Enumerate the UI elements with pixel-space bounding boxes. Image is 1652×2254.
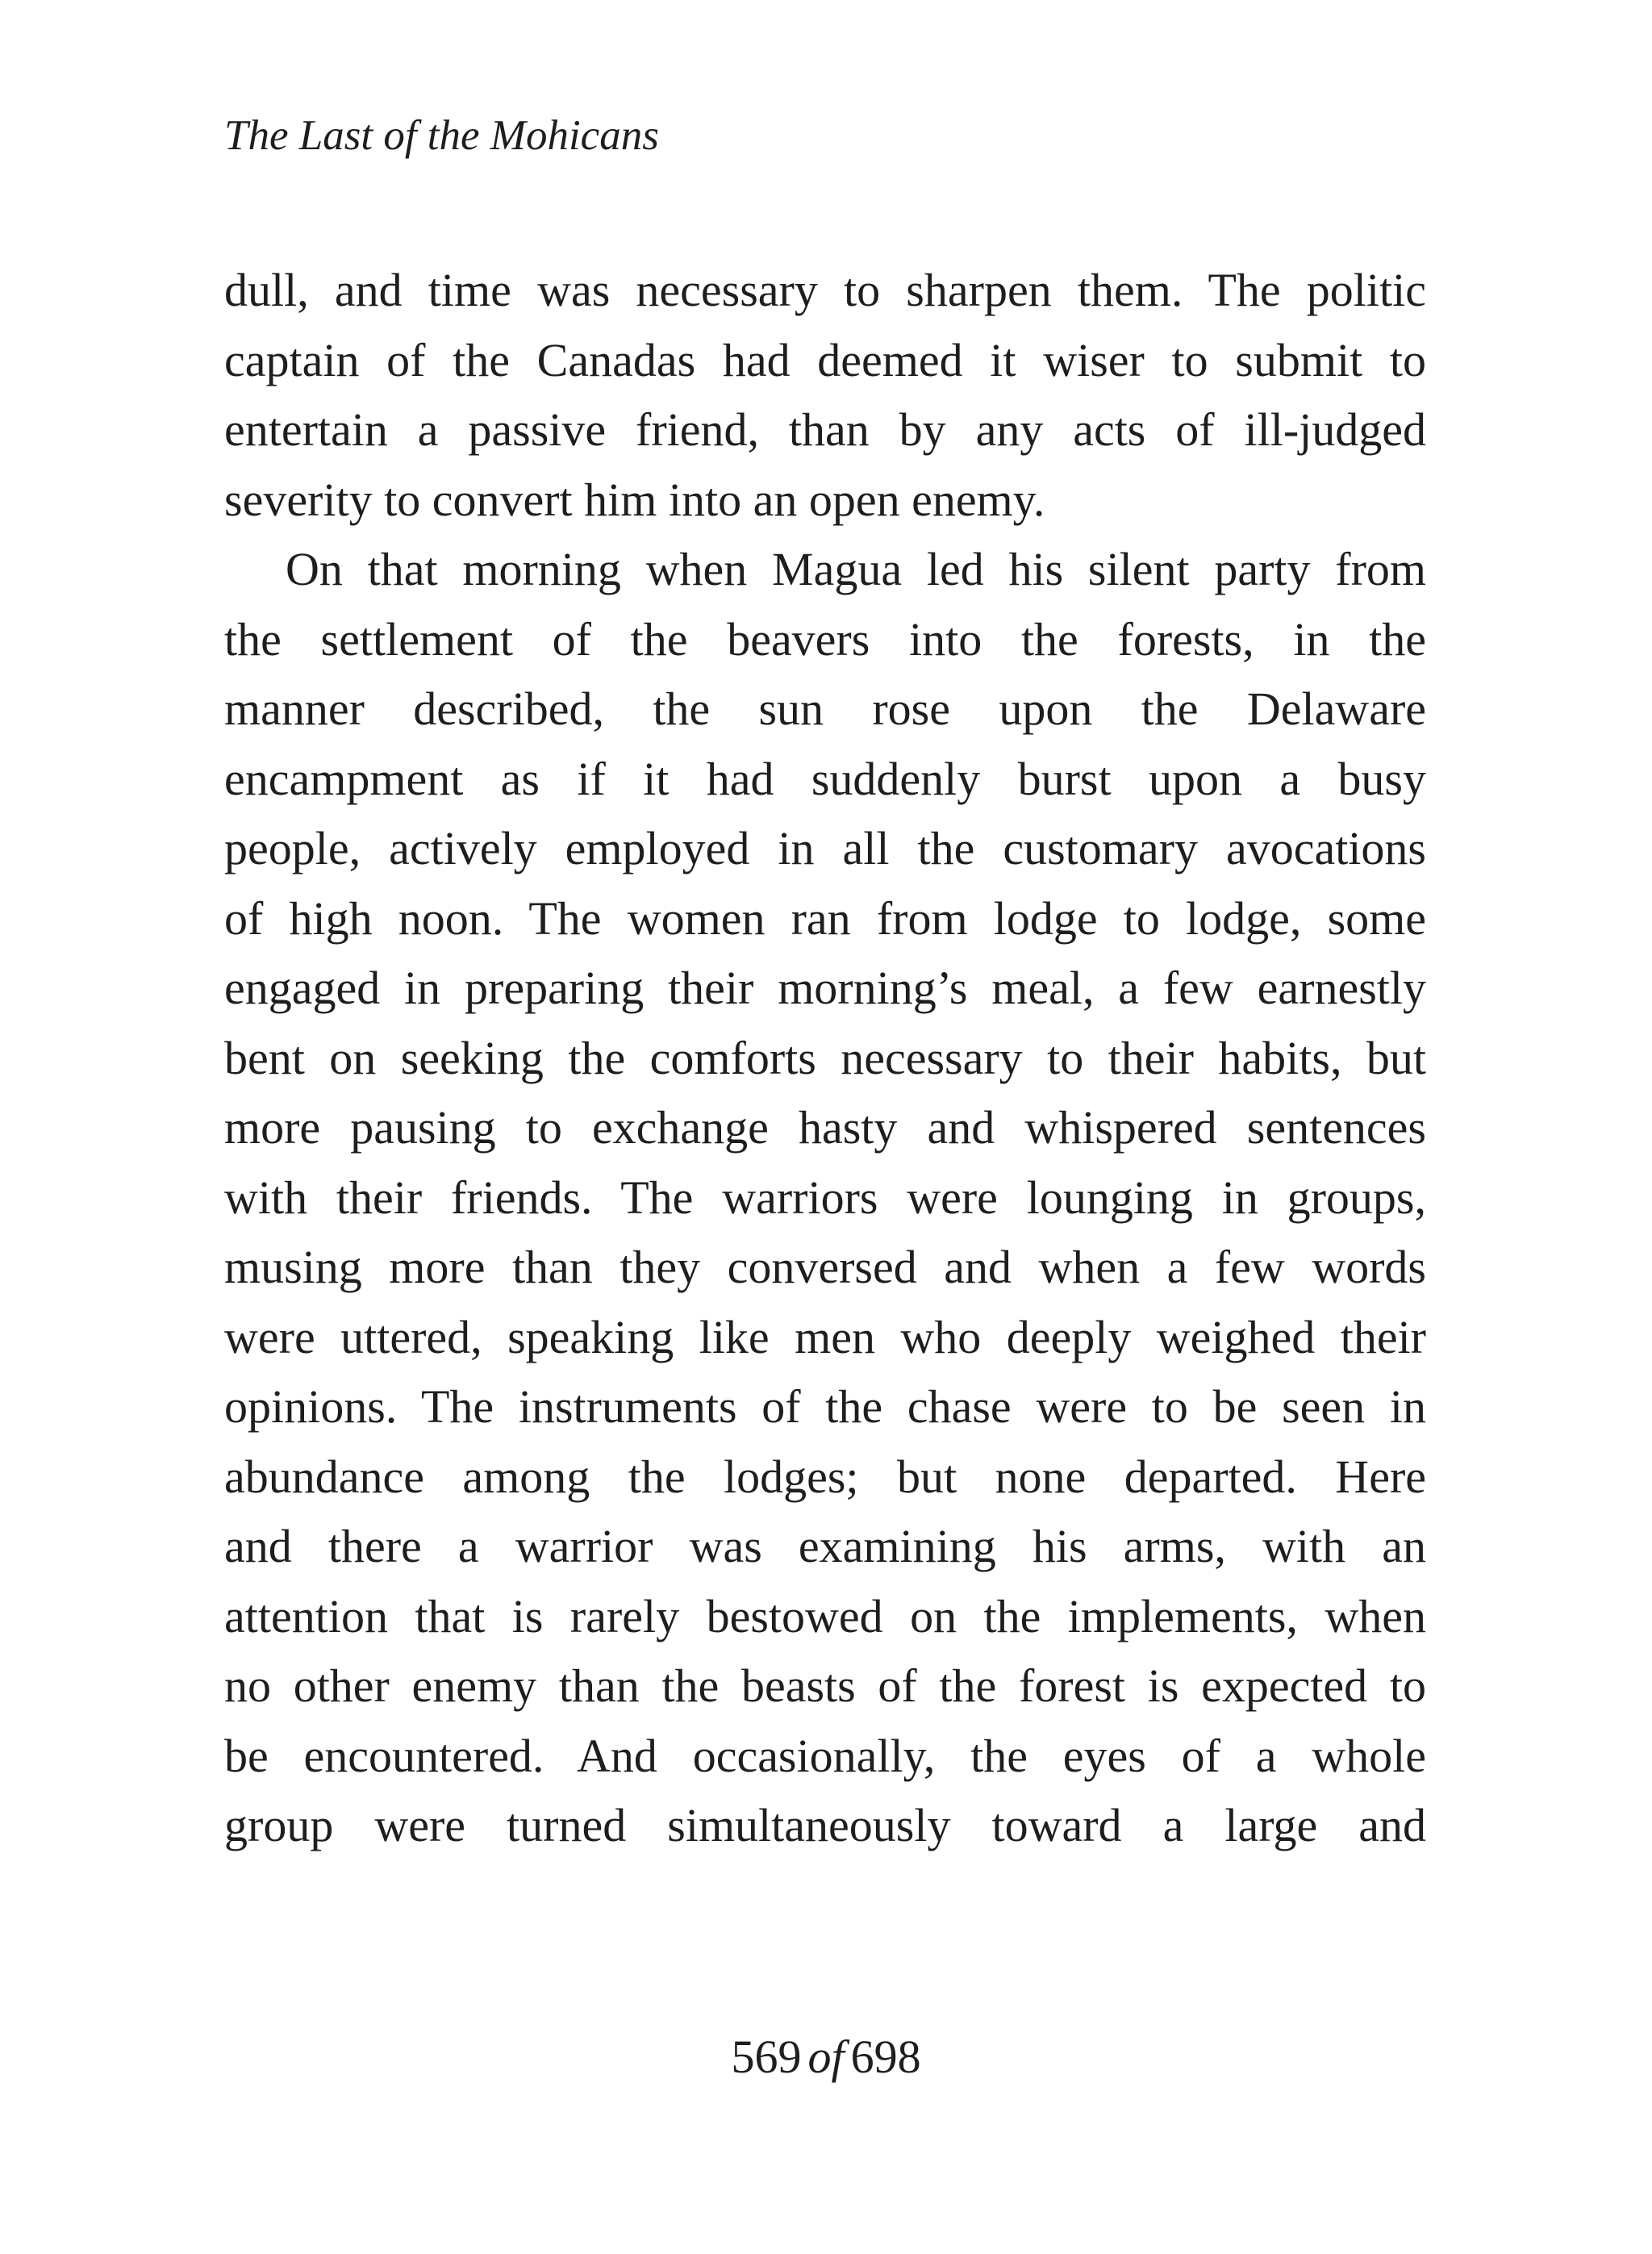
text-line: entertain a passive friend, than by any acts of ill-judged <box>224 403 1426 456</box>
text-line: opinions. The instruments of the chase were to be seen in <box>224 1380 1426 1433</box>
text-line: manner described, the sun rose upon the Delaware <box>224 682 1426 735</box>
text-line: be encountered. And occasionally, the eyes of a whole <box>224 1729 1426 1782</box>
text-line: were uttered, speaking like men who deeply weighed their <box>224 1310 1426 1363</box>
text-line: and there a warrior was examining his arms, with an <box>224 1520 1426 1572</box>
text-line: of high noon. The women ran from lodge to lodge, some <box>224 891 1426 945</box>
text-line: engaged in preparing their morning’s meal, a few earnestly <box>224 962 1426 1014</box>
text-line: On that morning when Magua led his silent party from <box>286 543 1426 595</box>
page-number <box>0 2025 1652 2089</box>
paragraph-2 <box>224 535 1426 1861</box>
text-line: with their friends. The warriors were lounging in groups, <box>224 1171 1426 1224</box>
text-line: more pausing to exchange hasty and whispered sentences <box>224 1101 1426 1154</box>
page-body <box>224 256 1426 1861</box>
total-pages-number: 698 <box>850 2031 921 2083</box>
text-line: group were turned simultaneously toward a large and <box>224 1799 1426 1851</box>
running-header-title: The Last of the Mohicans <box>224 112 659 159</box>
paragraph-1 <box>224 256 1426 535</box>
text-line: severity to convert him into an open enemy. <box>224 473 1045 526</box>
text-line: musing more than they conversed and when a few words <box>224 1241 1426 1293</box>
text-line: abundance among the lodges; but none departed. Here <box>224 1450 1426 1503</box>
text-line: dull, and time was necessary to sharpen them. The politic <box>224 264 1426 316</box>
text-line: attention that is rarely bestowed on the implements, when <box>224 1589 1426 1642</box>
text-line: people, actively employed in all the customary avocations <box>224 822 1426 874</box>
text-line: no other enemy than the beasts of the forest is expected to <box>224 1659 1426 1712</box>
page-of-label: of <box>807 2031 845 2083</box>
text-line: captain of the Canadas had deemed it wiser to submit to <box>224 333 1426 386</box>
text-line: encampment as if it had suddenly burst upon a busy <box>224 752 1426 805</box>
current-page-number: 569 <box>731 2031 802 2083</box>
text-line: bent on seeking the comforts necessary to their habits, but <box>224 1031 1426 1084</box>
text-line: the settlement of the beavers into the forests, in the <box>224 612 1426 666</box>
